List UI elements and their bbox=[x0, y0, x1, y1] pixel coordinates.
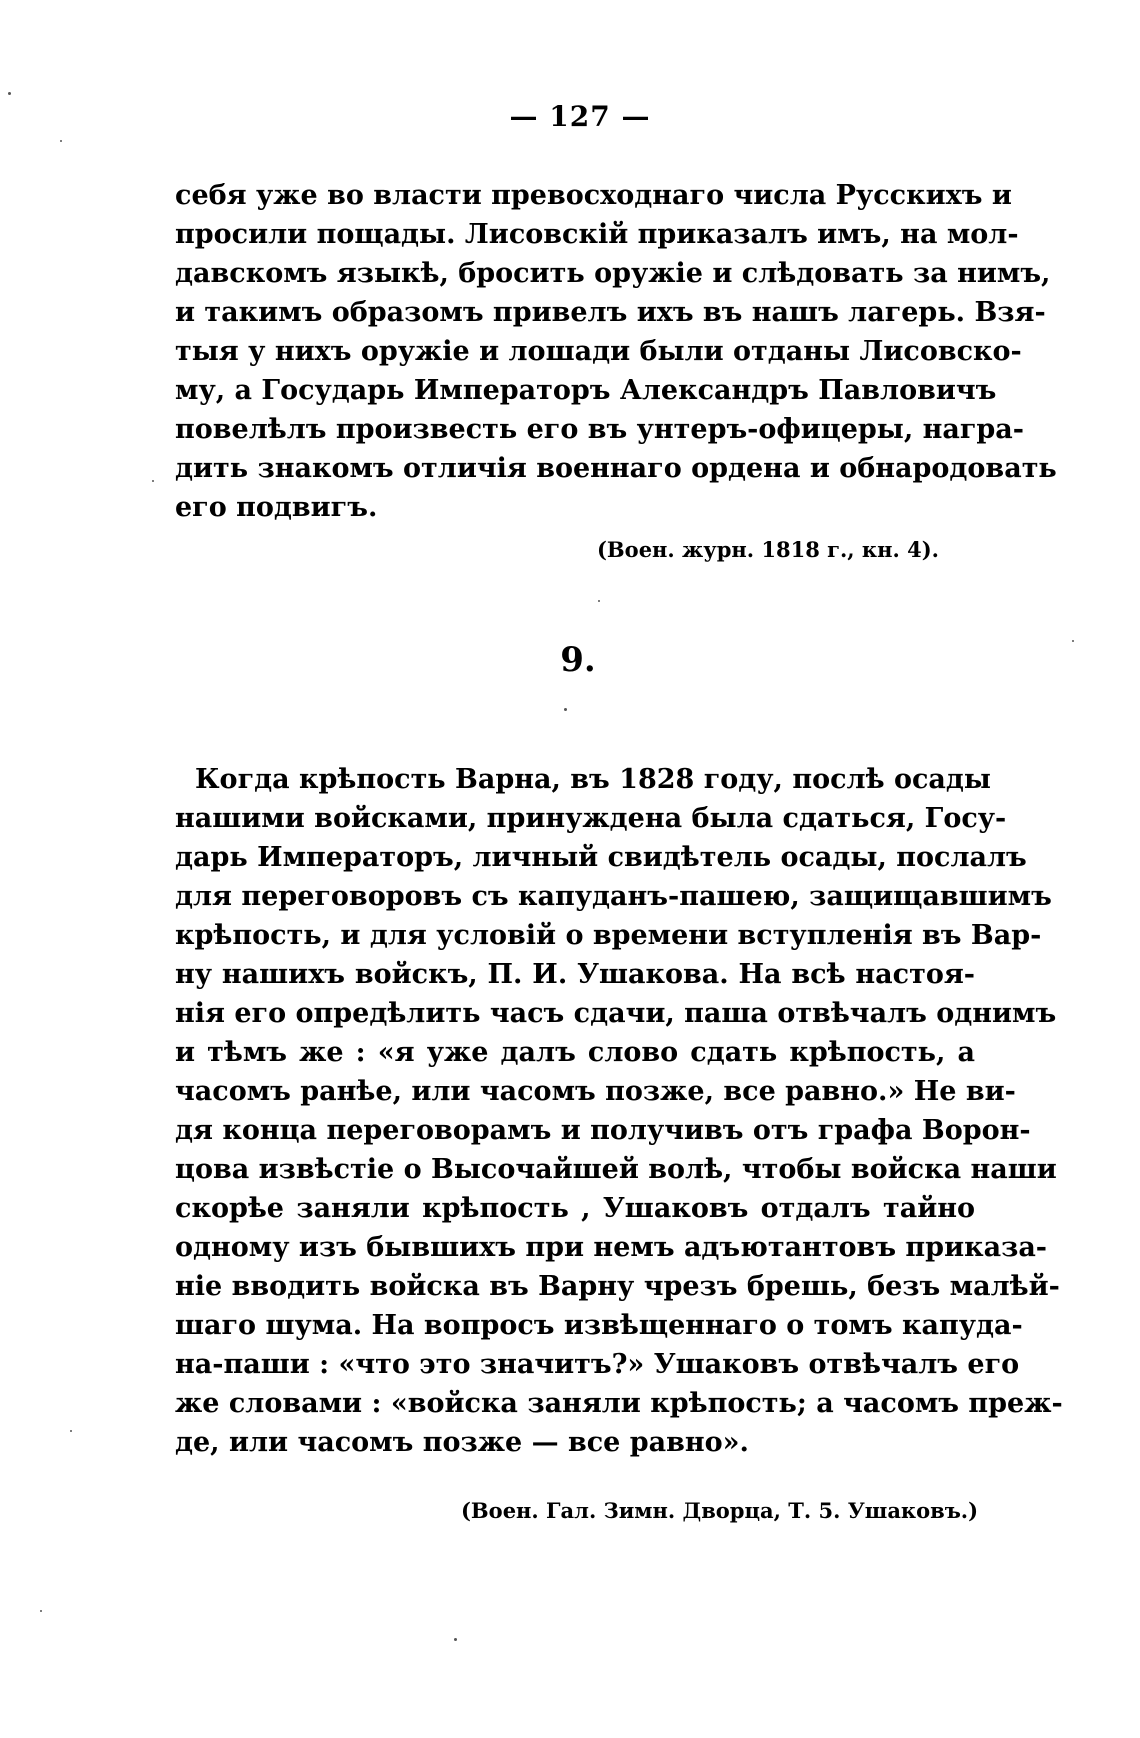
page-number: — 127 — bbox=[509, 100, 651, 133]
text-line: крѣпость, и для условій о времени вступленія въ Вар- bbox=[175, 920, 1042, 951]
text-line: для переговоровъ съ капуданъ-пашею, защищавшимъ bbox=[175, 881, 1052, 912]
text-line: тыя у нихъ оружіе и лошади были отданы Лисовско- bbox=[175, 336, 1022, 367]
text-line: давскомъ языкѣ, бросить оружіе и слѣдовать за нимъ, bbox=[175, 258, 1051, 289]
text-line: часомъ ранѣе, или часомъ позже, все равно.» Не ви- bbox=[175, 1076, 1016, 1107]
print-speck bbox=[8, 92, 11, 95]
text-line: просили пощады. Лисовскій приказалъ имъ, на мол- bbox=[175, 219, 1019, 250]
text-line: дя конца переговорамъ и получивъ отъ графа Ворон- bbox=[175, 1115, 1031, 1146]
print-speck bbox=[564, 708, 567, 711]
text-line: дить знакомъ отличія военнаго ордена и обнародовать bbox=[175, 453, 1057, 484]
source-citation-1: (Воен. журн. 1818 г., кн. 4). bbox=[597, 537, 939, 562]
text-line: его подвигъ. bbox=[175, 492, 378, 523]
text-line: Когда крѣпость Варна, въ 1828 году, послѣ осады bbox=[195, 764, 991, 795]
text-line: и такимъ образомъ привелъ ихъ въ нашъ лагерь. Взя- bbox=[175, 297, 1046, 328]
text-line: дарь Императоръ, личный свидѣтель осады, послалъ bbox=[175, 842, 1027, 873]
section-number: 9. bbox=[560, 640, 596, 680]
text-line: же словами : «войска заняли крѣпость; а часомъ преж- bbox=[175, 1388, 1063, 1419]
source-citation-2: (Воен. Гал. Зимн. Дворца, Т. 5. Ушаковъ.) bbox=[461, 1498, 979, 1523]
text-line: ніе вводить войска въ Варну чрезъ брешь, безъ малѣй- bbox=[175, 1271, 1060, 1302]
print-speck bbox=[598, 600, 600, 602]
text-line: на-паши : «что это значитъ?» Ушаковъ отвѣчалъ его bbox=[175, 1349, 1020, 1380]
text-line: му, а Государь Императоръ Александръ Павловичъ bbox=[175, 375, 997, 406]
text-line: нія его опредѣлить часъ сдачи, паша отвѣчалъ однимъ bbox=[175, 998, 1057, 1029]
print-speck bbox=[454, 1638, 457, 1641]
print-speck bbox=[70, 1430, 72, 1432]
text-line: цова извѣстіе о Высочайшей волѣ, чтобы войска наши bbox=[175, 1154, 1057, 1185]
text-line: повелѣлъ произвесть его въ унтеръ-офицеры, награ- bbox=[175, 414, 1025, 445]
text-line: де, или часомъ позже — все равно». bbox=[175, 1427, 749, 1458]
text-line: ну нашихъ войскъ, П. И. Ушакова. На всѣ настоя- bbox=[175, 959, 975, 990]
print-speck bbox=[152, 480, 154, 482]
text-line: шаго шума. На вопросъ извѣщеннаго о томъ капуда- bbox=[175, 1310, 1023, 1341]
print-speck bbox=[1072, 640, 1074, 642]
text-line: себя уже во власти превосходнаго числа Русскихъ и bbox=[175, 180, 1012, 211]
print-speck bbox=[40, 1610, 42, 1612]
text-line: одному изъ бывшихъ при немъ адъютантовъ приказа- bbox=[175, 1232, 1048, 1263]
print-speck bbox=[60, 140, 62, 142]
paragraph-continued bbox=[175, 176, 1057, 527]
paragraph-9 bbox=[175, 760, 1063, 1462]
text-line: скорѣе заняли крѣпость , Ушаковъ отдалъ тайно bbox=[175, 1193, 975, 1224]
text-line: нашими войсками, принуждена была сдаться, Госу- bbox=[175, 803, 1007, 834]
text-line: и тѣмъ же : «я уже далъ слово сдать крѣпость, а bbox=[175, 1037, 975, 1068]
